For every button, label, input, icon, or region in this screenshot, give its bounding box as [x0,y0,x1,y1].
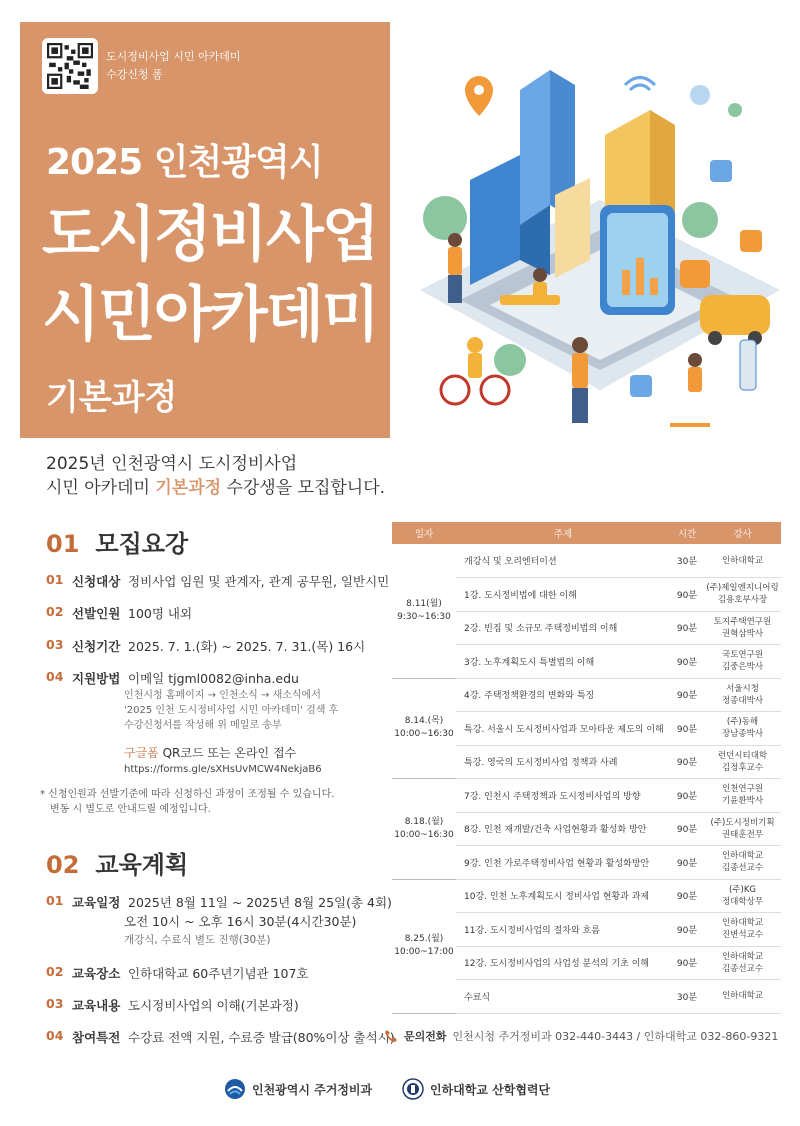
contact-label: 문의전화 [404,1030,447,1043]
item-number: 04 [46,669,64,684]
instructor-name: 기윤환박사 [721,796,764,807]
recruit-item-target [46,572,389,590]
duration-cell: 90분 [670,611,704,645]
incheon-logo-icon [224,1078,246,1100]
item-key: 신청기간 [72,639,121,654]
item-value: 100명 내외 [128,606,193,621]
table-row [392,779,781,813]
item-value: 도시정비사업의 이해(기본과정) [128,998,299,1013]
footer-org2 [402,1078,550,1100]
instructor-name: 장남종박사 [721,729,764,740]
instructor-name: 김용호부사장 [717,595,768,606]
instructor-cell [704,712,781,746]
item-value: 정비사업 임원 및 관계자, 관계 공무원, 일반시민 [128,574,390,589]
instructor-name: 정대학상무 [721,896,764,907]
note-line2: 변동 시 별도로 안내드릴 예정입니다. [50,804,211,815]
instructor-org: (주)동해 [726,717,759,728]
instructor-org: 인하대학교 [721,991,764,1002]
intro-line2 [46,476,385,500]
note-line1: * 신청인원과 선발기준에 따라 신청하신 과정이 조정될 수 있습니다. [40,789,335,800]
instructor-cell [704,812,781,846]
footer-org1-name: 인천광역시 주거정비과 [252,1082,373,1097]
instructor-org: (주)도시정비기획 [710,817,775,828]
item-value: 2025년 8월 11일 ~ 2025년 8월 25일(총 4회) [128,895,392,910]
duration-cell: 90분 [670,745,704,779]
item-number: 01 [46,572,64,587]
schedule-note: 개강식, 수료식 별도 진행(30분) [124,934,271,946]
duration-cell: 30분 [670,544,704,578]
intro-line2-pre: 시민 아카데미 [46,478,156,498]
intro-line2-post: 수강생을 모집합니다. [221,478,386,498]
instructor-cell [704,745,781,779]
duration-cell: 90분 [670,846,704,880]
instructor-org: 인하대학교 [721,951,764,962]
item-key: 교육장소 [72,966,121,981]
banner-title-line1: 도시정비사업 [42,200,378,270]
topic-cell: 3강. 노후계획도시 특별법의 이해 [456,645,670,679]
duration-cell: 90분 [670,946,704,980]
schedule-table [392,522,781,1014]
instructor-org: 토지주택연구원 [713,616,772,627]
google-form-line [124,744,296,761]
intro-text [46,452,385,500]
section2-heading [46,845,188,880]
item-key: 참여특전 [72,1030,121,1045]
method-sub-line3: 수강신청서를 작성해 위 메일로 송부 [124,720,282,731]
instructor-cell [704,645,781,679]
topic-cell: 8강. 인천 재개발/건축 사업현황과 활성화 방안 [456,812,670,846]
header-duration: 시간 [670,522,704,544]
topic-cell: 수료식 [456,980,670,1014]
instructor-org: 인하대학교 [721,851,764,862]
item-value: 인하대학교 60주년기념관 107호 [128,966,309,981]
item-number: 02 [46,964,64,979]
recruit-item-count [46,604,192,622]
recruit-item-period [46,637,365,655]
schedule-date-cell [392,879,456,1013]
instructor-org: (주)KG [728,884,756,895]
topic-cell: 2강. 빈집 및 소규모 주택정비법의 이해 [456,611,670,645]
plan-item-benefit [46,1028,395,1046]
section1-number: 01 [46,530,80,558]
instructor-org: 인하대학교 [721,555,764,566]
table-row [392,879,781,913]
instructor-name: 김정후교수 [721,762,764,773]
plan-item-content [46,996,299,1014]
qr-caption [106,48,241,84]
item-number: 02 [46,604,64,619]
topic-cell: 특강. 영국의 도시정비사업 정책과 사례 [456,745,670,779]
qr-caption-line1: 도시정비사업 시민 아카데미 [106,50,241,63]
instructor-cell [704,544,781,578]
header-date: 일자 [392,522,456,544]
session-time: 10:00~16:30 [394,829,454,840]
item-value: 2025. 7. 1.(화) ~ 2025. 7. 31.(목) 16시 [128,639,366,654]
topic-cell: 9강. 인천 가로주택정비사업 현황과 활성화방안 [456,846,670,880]
topic-cell: 1강. 도시정비법에 대한 이해 [456,578,670,612]
topic-cell: 7강. 인천시 주택정책과 도시정비사업의 방향 [456,779,670,813]
banner-year-title: 2025 인천광역시 [46,142,323,183]
footer-org2-name: 인하대학교 산학협력단 [430,1082,551,1097]
google-form-url[interactable]: https://forms.gle/sXHsUvMCW4NekjaB6 [124,764,322,775]
item-key: 교육내용 [72,998,121,1013]
duration-cell: 90분 [670,913,704,947]
item-key: 선발인원 [72,606,121,621]
banner-title-line2: 시민아카데미 [42,280,378,350]
plan-item-place [46,964,309,982]
phone-icon [384,1029,398,1043]
duration-cell: 90분 [670,578,704,612]
instructor-org: 인천연구원 [721,784,764,795]
instructor-name: 권태훈전무 [721,829,764,840]
instructor-name: 정종대박사 [721,695,764,706]
instructor-cell [704,846,781,880]
method-sub-line1: 인천시청 홈페이지 → 인천소식 → 새소식에서 [124,690,321,701]
instructor-name: 김종선교수 [721,963,764,974]
duration-cell: 90분 [670,645,704,679]
intro-line1: 2025년 인천광역시 도시정비사업 [46,454,298,474]
session-date: 8.25.(월) [404,934,444,944]
instructor-cell [704,946,781,980]
email-link[interactable]: 이메일 tjgml0082@inha.edu [128,671,299,686]
duration-cell: 90분 [670,678,704,712]
duration-cell: 90분 [670,879,704,913]
topic-cell: 특강. 서울시 도시정비사업과 모아타운 제도의 이해 [456,712,670,746]
qr-code[interactable] [42,38,98,94]
session-time: 10:00~17:00 [394,947,454,957]
duration-cell: 90분 [670,812,704,846]
header-instructor: 강사 [704,522,781,544]
table-row [392,544,781,578]
instructor-org: 국토연구원 [721,650,764,661]
topic-cell: 12강. 도시정비사업의 사업성 분석의 기초 이해 [456,946,670,980]
table-row [392,678,781,712]
table-header-row [392,522,781,544]
inha-logo-icon [402,1078,424,1100]
item-number: 04 [46,1028,64,1043]
session-date: 8.18.(월) [404,816,444,827]
topic-cell: 11강. 도시정비사업의 절차와 흐름 [456,913,670,947]
duration-cell: 30분 [670,980,704,1014]
recruit-note [40,787,334,817]
instructor-name: 김종선교수 [721,863,764,874]
google-form-label: 구글폼 [124,746,159,760]
instructor-name: 김중은박사 [721,662,764,673]
intro-highlight: 기본과정 [155,478,222,498]
topic-cell: 개강식 및 오리엔터이션 [456,544,670,578]
item-key: 지원방법 [72,671,121,686]
topic-cell: 10강. 인천 노후계획도시 정비사업 현황과 과제 [456,879,670,913]
instructor-org: 인하대학교 [721,918,764,929]
instructor-name: 진변석교수 [721,930,764,941]
header-topic: 주제 [456,522,670,544]
instructor-cell [704,779,781,813]
recruit-item-method [46,669,299,687]
item-number: 03 [46,637,64,652]
section1-title: 모집요강 [95,530,189,558]
item-number: 03 [46,996,64,1011]
item-key: 신청대상 [72,574,121,589]
instructor-cell [704,980,781,1014]
instructor-name: 권혁삼박사 [721,628,764,639]
section2-number: 02 [46,851,80,879]
section2-title: 교육계획 [95,851,189,879]
duration-cell: 90분 [670,779,704,813]
instructor-cell [704,611,781,645]
instructor-org: 런던시티대학 [717,750,768,761]
instructor-cell [704,879,781,913]
session-date: 8.11(월) [406,598,442,609]
instructor-org: 서울시청 [726,683,759,694]
item-value: 수강료 전액 지원, 수료증 발급(80%이상 출석시) [128,1030,395,1045]
qr-caption-line2: 수강신청 폼 [106,68,163,81]
plan-item-schedule [46,893,392,911]
contact-line [384,1028,778,1044]
schedule-date-cell [392,544,456,678]
title-banner [20,22,390,438]
google-form-text: QR코드 또는 온라인 접수 [158,746,297,760]
item-key: 교육일정 [72,895,121,910]
schedule-body [392,544,781,1013]
schedule-time: 오전 10시 ~ 오후 16시 30분(4시간30분) [124,914,357,929]
session-date: 8.14.(목) [404,716,444,727]
instructor-cell [704,578,781,612]
instructor-org: (주)제일엔지니어링 [706,583,779,594]
item-number: 01 [46,893,64,908]
qr-code-icon [47,43,93,89]
section1-heading [46,524,188,559]
session-time: 9:30~16:30 [397,611,451,622]
duration-cell: 90분 [670,712,704,746]
contact-numbers: 인천시청 주거정비과 032-440-3443 / 인하대학교 032-860-9321 [452,1030,779,1043]
session-time: 10:00~16:30 [394,729,454,740]
instructor-cell [704,913,781,947]
topic-cell: 4강. 주택정책환경의 변화와 특징 [456,678,670,712]
schedule-date-cell [392,678,456,779]
footer-org1 [224,1078,372,1100]
instructor-cell [704,678,781,712]
method-instructions [124,688,338,733]
schedule-date-cell [392,779,456,880]
method-sub-line2: '2025 인천 도시정비사업 시민 아카데미' 검색 후 [124,705,339,716]
banner-course-name: 기본과정 [46,378,178,418]
smart-city-illustration [400,30,790,440]
